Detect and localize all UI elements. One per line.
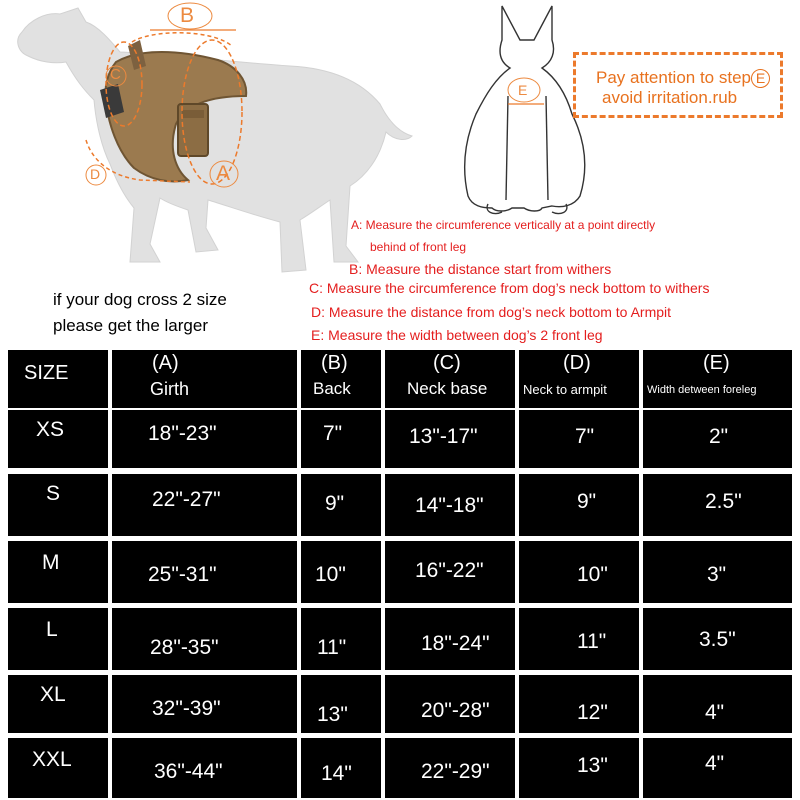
neck-base-cell: 20"-28"	[421, 699, 490, 722]
dog-front-view-illustration	[465, 6, 585, 214]
neck-armpit-cell: 10"	[577, 563, 608, 586]
neck-armpit-cell: 7"	[575, 425, 595, 448]
label-d: D	[90, 166, 101, 182]
instruction-a-line2: behind of front leg	[370, 240, 467, 254]
girth-cell: 36"-44"	[154, 760, 223, 783]
size-cell: XXL	[32, 748, 72, 771]
neck-base-cell: 14"-18"	[415, 494, 484, 517]
size-chart-table	[0, 345, 800, 800]
size-cell: M	[42, 551, 60, 574]
neck-base-cell: 22"-29"	[421, 760, 490, 783]
back-cell: 10"	[315, 563, 346, 586]
neck-armpit-cell: 12"	[577, 701, 608, 724]
instruction-c: C: Measure the circumference from dog’s neck bottom to withers	[309, 280, 710, 296]
label-b: B	[180, 4, 195, 27]
neck-armpit-cell: 9"	[577, 490, 597, 513]
neck-base-cell: 13"-17"	[409, 425, 478, 448]
callout-line1: Pay attention to step	[596, 68, 751, 87]
size-note-line2: please get the larger	[53, 316, 208, 335]
neck-base-cell: 16"-22"	[415, 559, 484, 582]
instruction-d: D: Measure the distance from dog’s neck bottom to Armpit	[311, 304, 672, 320]
girth-cell: 28"-35"	[150, 636, 219, 659]
neck-armpit-cell: 11"	[577, 630, 607, 653]
header-size: SIZE	[8, 350, 108, 408]
size-cell: S	[46, 482, 61, 505]
back-cell: 13"	[317, 703, 348, 726]
width-foreleg-cell: 2"	[709, 425, 729, 448]
irritation-callout	[573, 52, 783, 118]
header-neck-base: (C) Neck base	[385, 350, 515, 408]
label-a: A	[216, 162, 231, 185]
neck-armpit-cell: 13"	[577, 754, 608, 777]
girth-cell: 22"-27"	[152, 488, 221, 511]
width-foreleg-cell: 4"	[705, 701, 725, 724]
neck-base-cell: 18"-24"	[421, 632, 490, 655]
dog-side-view-illustration	[18, 8, 412, 272]
instruction-e: E: Measure the width between dog’s 2 front leg	[311, 327, 603, 343]
width-foreleg-cell: 4"	[705, 752, 725, 775]
callout-line2: avoid irritation.rub	[602, 88, 738, 107]
instruction-a-line1: A: Measure the circumference vertically at a point directly	[351, 218, 656, 232]
back-cell: 14"	[321, 762, 352, 785]
header-back: (B) Back	[301, 350, 381, 408]
width-foreleg-cell: 2.5"	[705, 490, 742, 513]
size-note-line1: if your dog cross 2 size	[53, 290, 227, 309]
size-cell: L	[46, 618, 58, 641]
header-girth: (A) Girth	[112, 350, 297, 408]
back-cell: 11"	[317, 636, 347, 659]
size-cell: XS	[36, 418, 65, 441]
header-neck-to-armpit: (D) Neck to armpit	[519, 350, 639, 408]
girth-cell: 32"-39"	[152, 697, 221, 720]
label-c: C	[110, 66, 121, 83]
label-e: E	[518, 82, 528, 98]
instruction-b: B: Measure the distance start from withers	[349, 261, 612, 277]
size-cell: XL	[40, 683, 66, 706]
width-foreleg-cell: 3.5"	[699, 628, 736, 651]
back-cell: 9"	[325, 492, 345, 515]
girth-cell: 18"-23"	[148, 422, 217, 445]
width-foreleg-cell: 3"	[707, 563, 727, 586]
callout-e-marker: E	[751, 69, 770, 88]
back-cell: 7"	[323, 422, 343, 445]
girth-cell: 25"-31"	[148, 563, 217, 586]
header-width-between-foreleg: (E) Width detween foreleg	[643, 350, 792, 408]
